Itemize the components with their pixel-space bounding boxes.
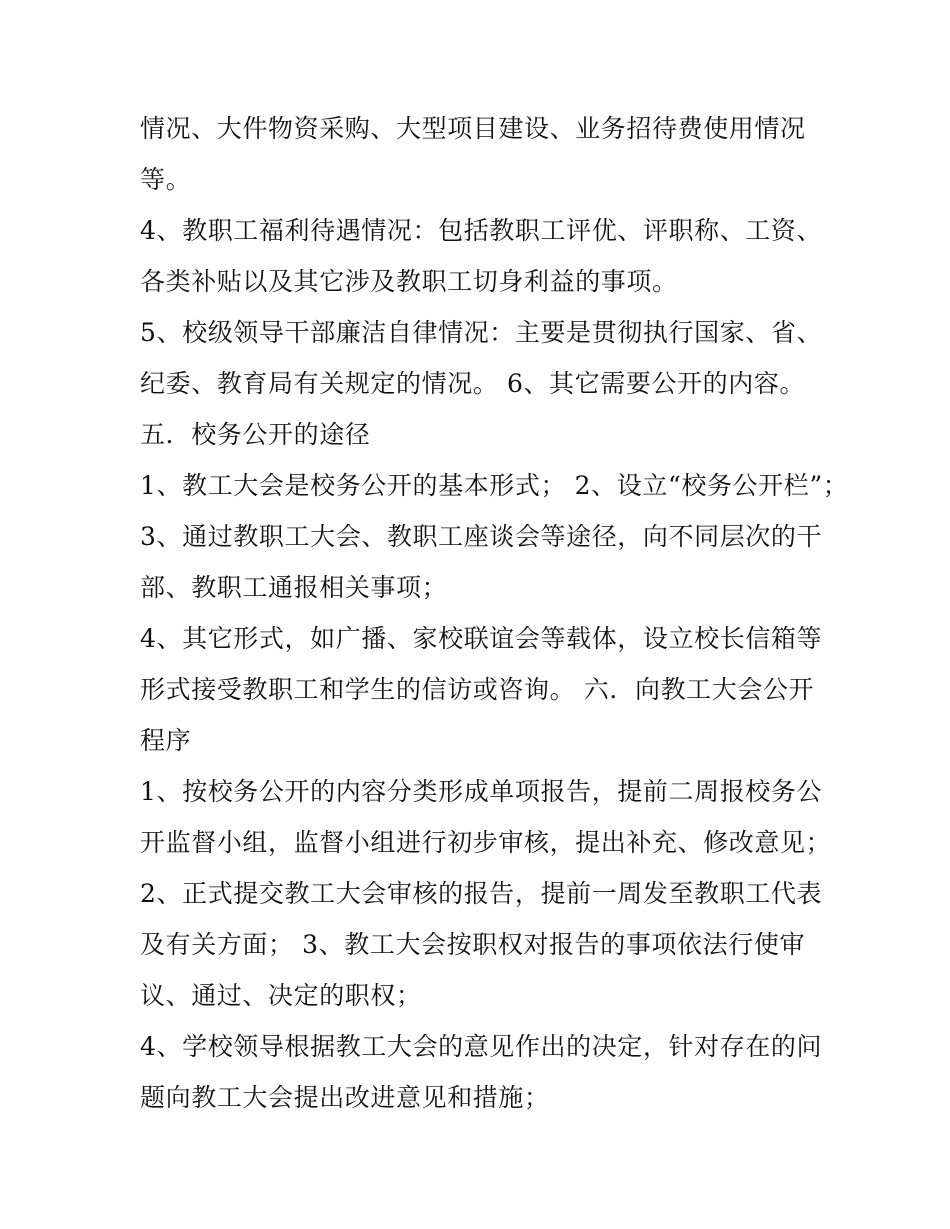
section-heading: 五．校务公开的途径 (140, 420, 371, 449)
text-line: 题向教工大会提出改进意见和措施； (140, 1083, 550, 1112)
text-line: 纪委、教育局有关规定的情况。 6、其它需要公开的内容。 (140, 369, 806, 398)
text-line: 4、教职工福利待遇情况：包括教职工评优、评职称、工资、 (140, 216, 823, 245)
document-body (140, 103, 849, 1123)
text-line: 5、校级领导干部廉洁自律情况：主要是贯彻执行国家、省、 (140, 318, 823, 347)
text-line: 部、教职工通报相关事项； (140, 573, 448, 602)
text-line: 及有关方面； 3、教工大会按职权对报告的事项依法行使审 (140, 930, 806, 959)
text-line: 4、其它形式，如广播、家校联谊会等载体，设立校长信箱等 (140, 624, 823, 653)
text-line: 开监督小组，监督小组进行初步审核，提出补充、修改意见； (140, 828, 832, 857)
text-line: 2、正式提交教工大会审核的报告，提前一周发至教职工代表 (140, 879, 823, 908)
text-line: 1、教工大会是校务公开的基本形式； 2、设立“校务公开栏”； (140, 471, 849, 500)
text-line: 等。 (140, 165, 192, 194)
text-line: 形式接受教职工和学生的信访或咨询。 六．向教工大会公开 (140, 675, 815, 704)
text-line: 3、通过教职工大会、教职工座谈会等途径，向不同层次的干 (140, 522, 823, 551)
text-line: 4、学校领导根据教工大会的意见作出的决定，针对存在的问 (140, 1032, 823, 1061)
text-line: 各类补贴以及其它涉及教职工切身利益的事项。 (140, 267, 678, 296)
section-heading: 程序 (140, 726, 192, 755)
text-line: 议、通过、决定的职权； (140, 981, 422, 1010)
text-line: 情况、大件物资采购、大型项目建设、业务招待费使用情况 (140, 114, 806, 143)
text-line: 1、按校务公开的内容分类形成单项报告，提前二周报校务公 (140, 777, 823, 806)
